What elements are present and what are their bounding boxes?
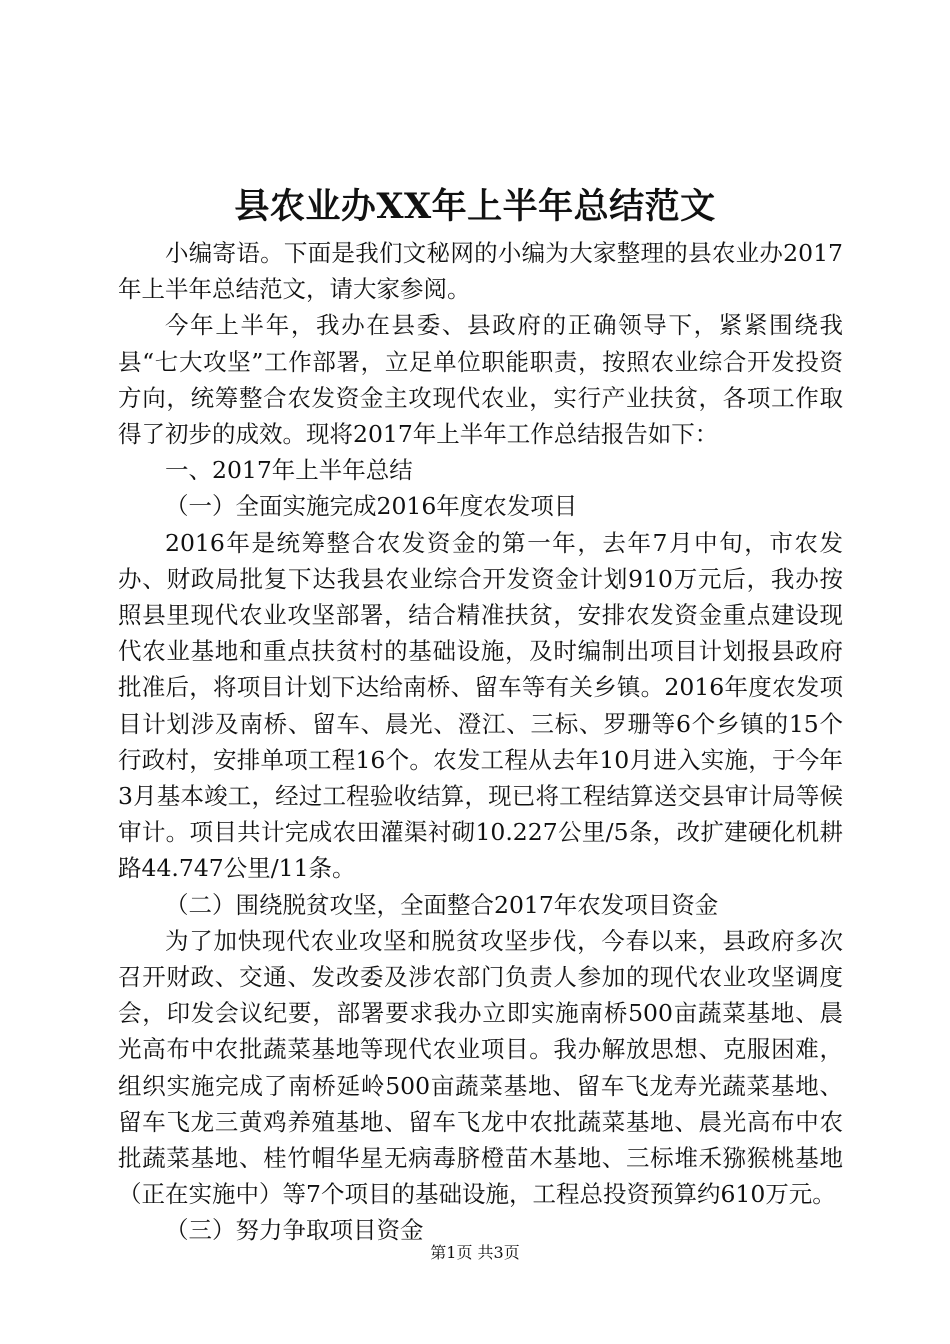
- document-body: [118, 235, 843, 1249]
- subsection-heading-2: （二）围绕脱贫攻坚，全面整合2017年农发项目资金: [165, 890, 719, 919]
- paragraph-intro: 小编寄语。下面是我们文秘网的小编为大家整理的县农业办2017年上半年总结范文，请大家参阅。: [118, 239, 843, 304]
- section-heading-1: 一、2017年上半年总结: [165, 456, 413, 485]
- paragraph-2016-projects: 2016年是统筹整合农发资金的第一年，去年7月中旬，市农发办、财政局批复下达我县农业综合开发资金计划910万元后，我办按照县里现代农业攻坚部署，结合精准扶贫，安排农发资金重点建设现代农业基地和重点扶贫村的基础设施，及时编制出项目计划报县政府批准后，将项目计划下达给南桥、留车等有关乡镇。2016年度农发项目计划涉及南桥、留车、晨光、澄江、三标、罗珊等6个乡镇的15个行政村，安排单项工程16个。农发工程从去年10月进入实施，于今年3月基本竣工，经过工程验收结算，现已将工程结算送交县审计局等候审计。项目共计完成农田灌渠衬砌10.227公里/5条，改扩建硬化机耕路44.747公里/11条。: [118, 528, 843, 883]
- subsection-heading-1: （一）全面实施完成2016年度农发项目: [165, 492, 578, 521]
- paragraph-overview: 今年上半年，我办在县委、县政府的正确领导下，紧紧围绕我县“七大攻坚”工作部署，立足单位职能职责，按照农业综合开发投资方向，统筹整合农发资金主攻现代农业，实行产业扶贫，各项工作取得了初步的成效。现将2017年上半年工作总结报告如下：: [118, 311, 843, 449]
- document-title: 县农业办XX年上半年总结范文: [234, 186, 716, 227]
- page-footer: 第1页 共3页: [430, 1243, 520, 1262]
- subsection-heading-3: （三）努力争取项目资金: [165, 1216, 424, 1245]
- paragraph-2017-funds: 为了加快现代农业攻坚和脱贫攻坚步伐，今春以来，县政府多次召开财政、交通、发改委及涉农部门负责人参加的现代农业攻坚调度会，印发会议纪要，部署要求我办立即实施南桥500亩蔬菜基地、晨光高布中农批蔬菜基地等现代农业项目。我办解放思想、克服困难，组织实施完成了南桥延岭500亩蔬菜基地、留车飞龙寿光蔬菜基地、留车飞龙三黄鸡养殖基地、留车飞龙中农批蔬菜基地、晨光高布中农批蔬菜基地、桂竹帽华星无病毒脐橙苗木基地、三标堆禾猕猴桃基地（正在实施中）等7个项目的基础设施，工程总投资预算约610万元。: [118, 926, 843, 1209]
